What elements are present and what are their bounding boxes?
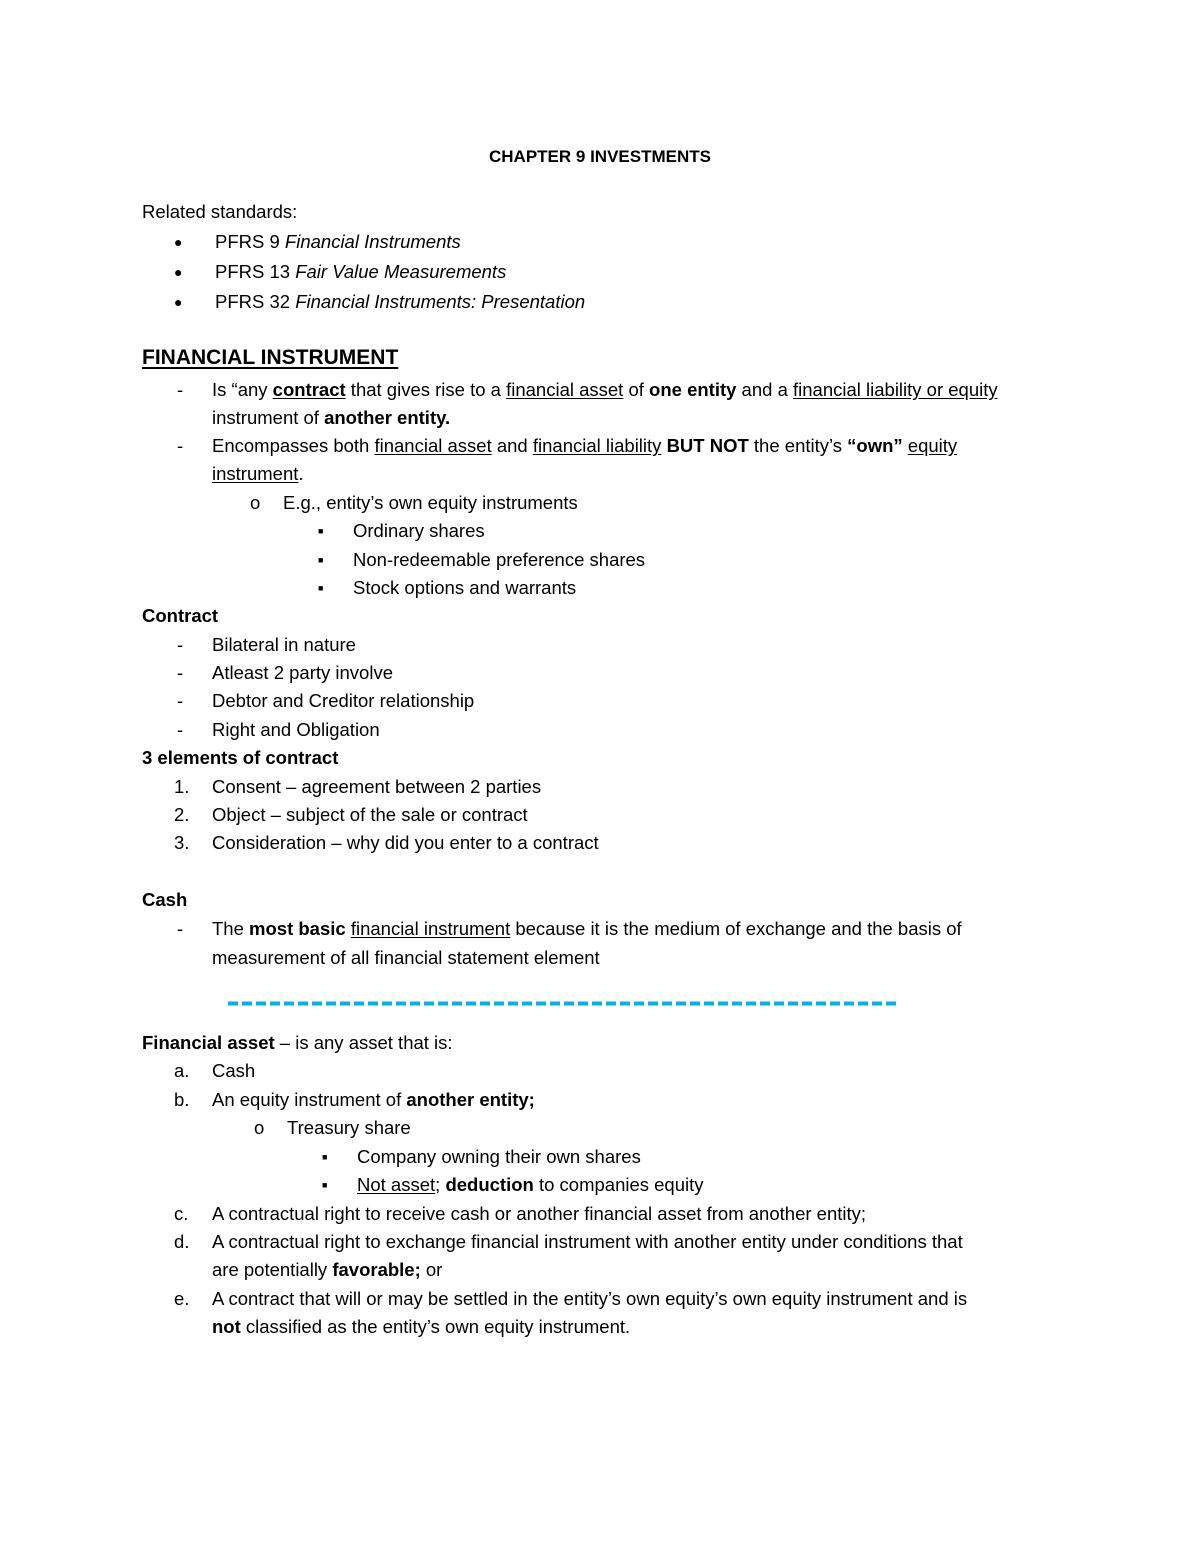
- square-bullet-icon: ■: [318, 526, 324, 536]
- standard-item: [215, 290, 585, 314]
- square-bullet-icon: ■: [318, 583, 324, 593]
- contract-item: Atleast 2 party involve: [212, 662, 393, 683]
- element-item: Consideration – why did you enter to a contract: [212, 832, 599, 853]
- asset-item-d-line1: A contractual right to exchange financial instrument with another entity under conditions that: [212, 1231, 963, 1252]
- financial-asset-heading: Financial asset – is any asset that is:: [142, 1032, 453, 1053]
- cash-heading: Cash: [142, 889, 188, 910]
- list-letter: c.: [174, 1203, 189, 1224]
- dash-marker: -: [177, 719, 184, 740]
- circle-bullet-icon: o: [250, 492, 261, 513]
- bullet-icon: ●: [174, 294, 183, 310]
- standard-code: PFRS 9: [215, 231, 280, 252]
- list-number: 1.: [174, 776, 190, 797]
- fi-example-item: Stock options and warrants: [353, 577, 577, 598]
- cash-text-line2: measurement of all financial statement element: [212, 947, 600, 968]
- standard-name: Financial Instruments: Presentation: [295, 291, 586, 312]
- fi-definition-line2: instrument of another entity.: [212, 407, 451, 428]
- treasury-share: Treasury share: [287, 1117, 411, 1138]
- dash-marker: -: [177, 435, 184, 456]
- fi-example-item: Non-redeemable preference shares: [353, 549, 646, 570]
- fi-encompasses-line1: Encompasses both financial asset and financial liability BUT NOT the entity’s “own” equity: [212, 435, 958, 456]
- standard-item: [215, 230, 461, 254]
- asset-item-e-line1: A contract that will or may be settled in the entity’s own equity’s own equity instrument and is: [212, 1288, 968, 1309]
- element-item: Object – subject of the sale or contract: [212, 804, 528, 825]
- dash-marker: -: [177, 662, 184, 683]
- contract-item: Debtor and Creditor relationship: [212, 690, 475, 711]
- list-letter: d.: [174, 1231, 190, 1252]
- fi-example: E.g., entity’s own equity instruments: [283, 492, 578, 513]
- list-letter: b.: [174, 1089, 190, 1110]
- dash-marker: -: [177, 690, 184, 711]
- asset-item-c: A contractual right to receive cash or another financial asset from another entity;: [212, 1203, 867, 1224]
- standard-name: Financial Instruments: [284, 231, 461, 252]
- dash-marker: -: [177, 918, 184, 939]
- square-bullet-icon: ■: [318, 555, 324, 565]
- list-letter: a.: [174, 1060, 190, 1081]
- related-standards-label: Related standards:: [142, 201, 298, 222]
- bullet-icon: ●: [174, 264, 183, 280]
- dashed-separator: [228, 1000, 900, 1007]
- list-letter: e.: [174, 1288, 190, 1309]
- treasury-item: Not asset; deduction to companies equity: [357, 1174, 704, 1195]
- asset-item-d-line2: are potentially favorable; or: [212, 1259, 443, 1280]
- list-number: 3.: [174, 832, 190, 853]
- dash-marker: -: [177, 634, 184, 655]
- standard-code: PFRS 32: [215, 291, 291, 312]
- page-title: CHAPTER 9 INVESTMENTS: [489, 147, 711, 166]
- standard-item: [215, 260, 506, 284]
- treasury-item: Company owning their own shares: [357, 1146, 641, 1167]
- asset-item-e-line2: not classified as the entity’s own equity instrument.: [212, 1316, 631, 1337]
- square-bullet-icon: ■: [322, 1180, 328, 1190]
- fi-example-item: Ordinary shares: [353, 520, 485, 541]
- circle-bullet-icon: o: [254, 1117, 265, 1138]
- asset-item-b: An equity instrument of another entity;: [212, 1089, 535, 1110]
- contract-heading: Contract: [142, 605, 219, 626]
- list-number: 2.: [174, 804, 190, 825]
- dash-marker: -: [177, 379, 184, 400]
- contract-item: Bilateral in nature: [212, 634, 356, 655]
- cash-text-line1: The most basic financial instrument because it is the medium of exchange and the basis of: [212, 918, 962, 939]
- fi-encompasses-line2: instrument.: [212, 463, 304, 484]
- standard-code: PFRS 13: [215, 261, 291, 282]
- bullet-icon: ●: [174, 234, 183, 250]
- elements-heading: 3 elements of contract: [142, 747, 339, 768]
- element-item: Consent – agreement between 2 parties: [212, 776, 542, 797]
- contract-item: Right and Obligation: [212, 719, 380, 740]
- asset-item-a: Cash: [212, 1060, 256, 1081]
- standard-name: Fair Value Measurements: [295, 261, 507, 282]
- square-bullet-icon: ■: [322, 1152, 328, 1162]
- financial-instrument-heading: FINANCIAL INSTRUMENT: [142, 346, 399, 369]
- fi-definition-line1: Is “any contract that gives rise to a financial asset of one entity and a financial liability or equity: [212, 379, 998, 400]
